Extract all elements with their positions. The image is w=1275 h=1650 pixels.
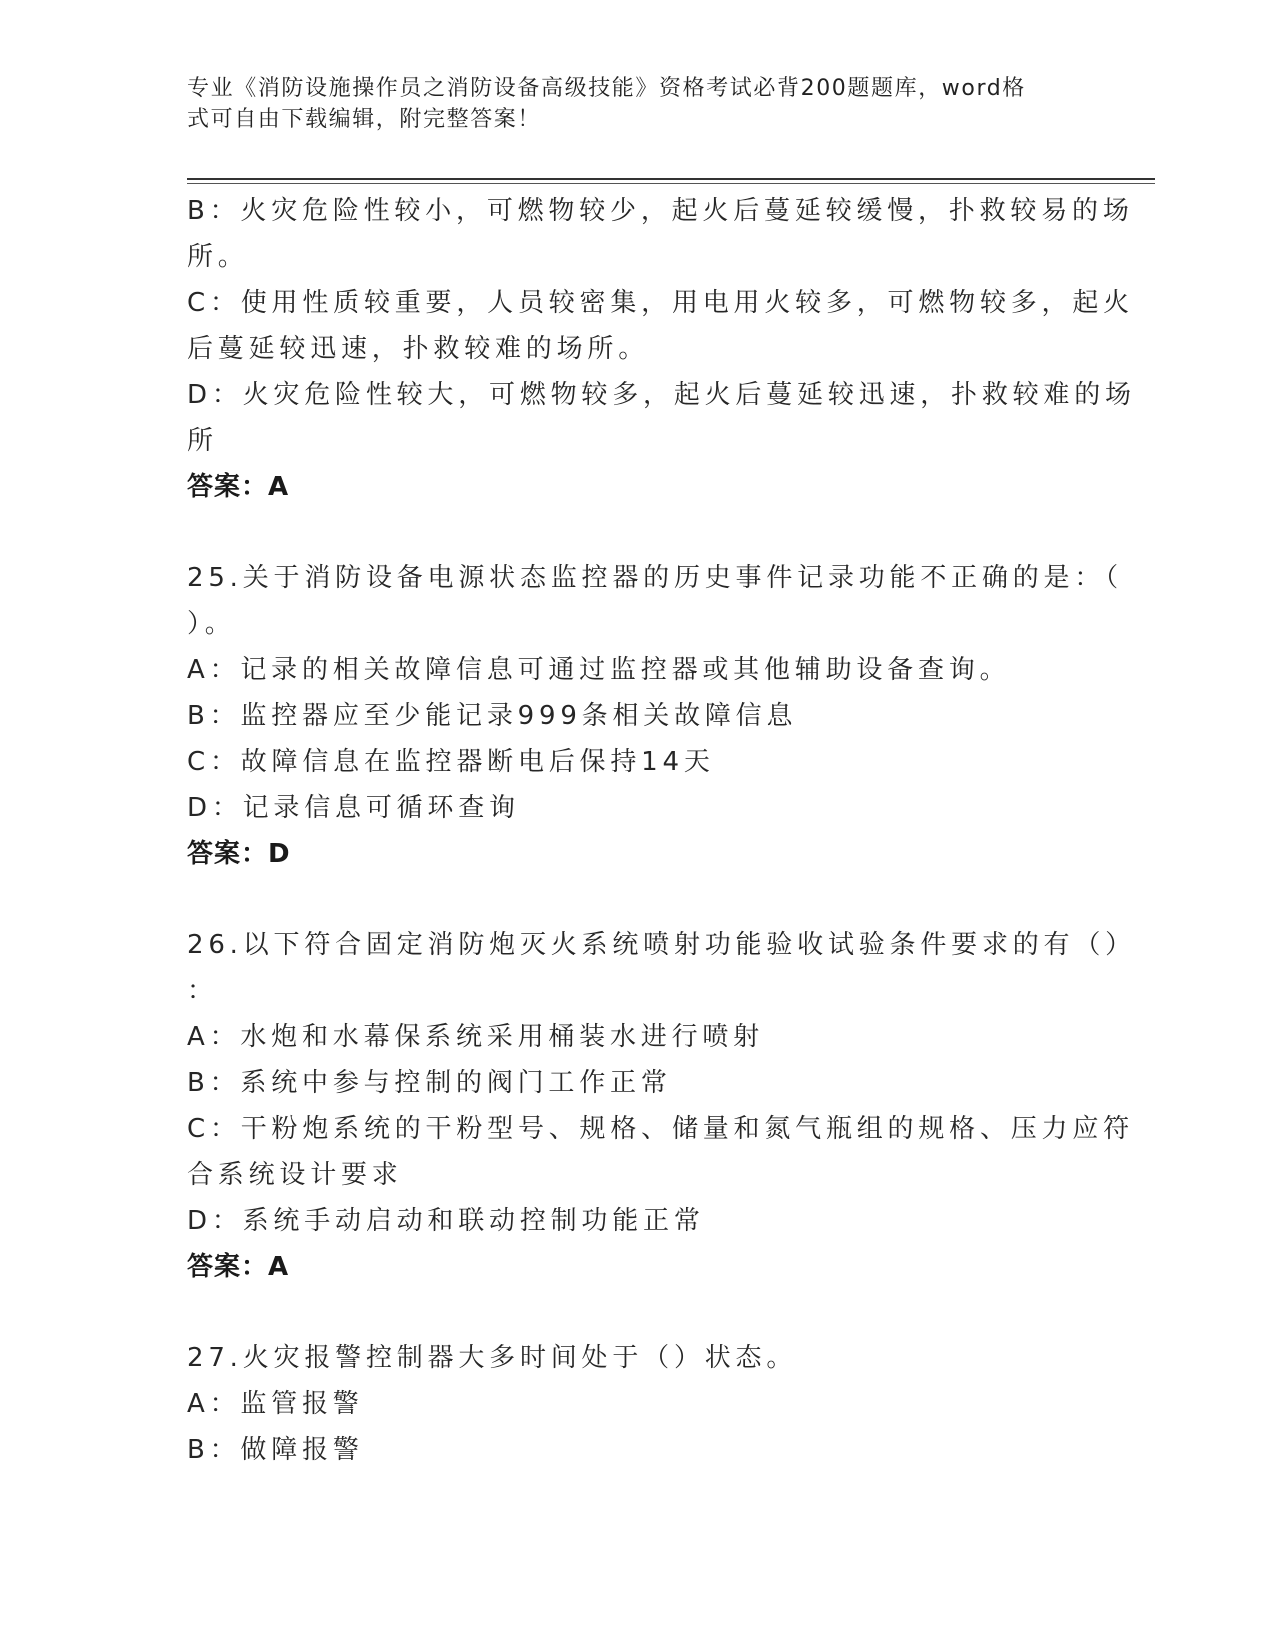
answer-label: 答案：A [187, 1252, 290, 1282]
header-line-1: 专业《消防设施操作员之消防设备高级技能》资格考试必背200题题库，word格 [187, 76, 1026, 101]
option-a: A：记录的相关故障信息可通过监控器或其他辅助设备查询。 [187, 655, 1011, 685]
option-a: A：监管报警 [187, 1389, 364, 1419]
option-c-line-1: C：使用性质较重要，人员较密集，用电用火较多，可燃物较多，起火 [187, 288, 1134, 318]
question-text-line-1: 26.以下符合固定消防炮灭火系统喷射功能验收试验条件要求的有（） [187, 930, 1136, 960]
question-27 [187, 1335, 1067, 1473]
carryover-question [187, 188, 1136, 510]
question-text-line-2: ： [187, 976, 218, 1006]
option-b: B：做障报警 [187, 1435, 364, 1465]
option-c-line-2: 合系统设计要求 [187, 1160, 403, 1190]
answer-label: 答案：D [187, 839, 291, 869]
question-text-line-1: 27.火灾报警控制器大多时间处于（）状态。 [187, 1343, 798, 1373]
question-26 [187, 922, 1136, 1290]
option-c-line-1: C：干粉炮系统的干粉型号、规格、储量和氮气瓶组的规格、压力应符 [187, 1114, 1134, 1144]
option-d: D：系统手动启动和联动控制功能正常 [187, 1206, 705, 1236]
header-divider-thin [187, 183, 1155, 184]
option-d-line-1: D：火灾危险性较大，可燃物较多，起火后蔓延较迅速，扑救较难的场 [187, 380, 1136, 410]
header-line-2: 式可自由下载编辑，附完整答案！ [187, 107, 542, 132]
document-header [187, 73, 1067, 135]
question-text-line-1: 25.关于消防设备电源状态监控器的历史事件记录功能不正确的是：（ [187, 563, 1123, 593]
question-text-line-2: ）。 [187, 609, 236, 639]
question-content [187, 188, 1136, 1473]
option-d-line-2: 所 [187, 426, 218, 456]
option-c-line-2: 后蔓延较迅速，扑救较难的场所。 [187, 334, 650, 364]
option-b: B：监控器应至少能记录999条相关故障信息 [187, 701, 798, 731]
option-b: B：系统中参与控制的阀门工作正常 [187, 1068, 672, 1098]
option-c: C：故障信息在监控器断电后保持14天 [187, 747, 715, 777]
question-25 [187, 555, 1123, 877]
option-a: A：水炮和水幕保系统采用桶装水进行喷射 [187, 1022, 764, 1052]
option-b-line-2: 所。 [187, 242, 249, 272]
option-b-line-1: B：火灾危险性较小，可燃物较少，起火后蔓延较缓慢，扑救较易的场 [187, 196, 1134, 226]
option-d: D：记录信息可循环查询 [187, 793, 520, 823]
answer-label: 答案：A [187, 472, 290, 502]
header-divider-thick [187, 178, 1155, 180]
